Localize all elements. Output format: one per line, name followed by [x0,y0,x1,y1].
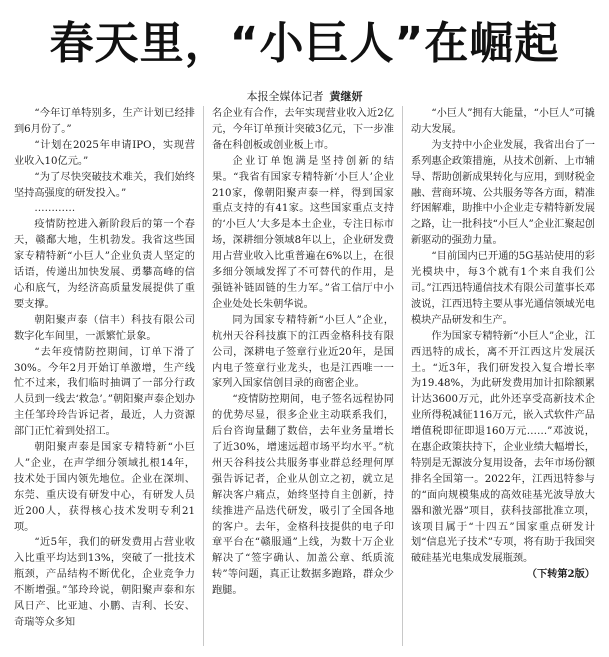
article-column-1 [14,106,195,650]
paragraph: “疫情防控期间，电子签名远程协同的优势尽显，很多企业主动联系我们，后台咨询量翻了数倍，去年业务量增长了近30%，增速远超市场平均水平。”杭州天谷科技公共服务事业群总经理何厚强告诉记者，企业从创立之初，就立足解决客户痛点，始终坚持自主创新，持续推进产品迭代研发，吸引了全国各地的客户。去年，金格科技提供的电子印章平台在“赣服通”上线，为数十万企业解决了“签字确认、加盖公章、纸质流转”等问题，真正让数据多跑路，群众少跑腿。 [212,394,394,597]
paragraph: “小巨人”拥有大能量，“小巨人”可撬动大发展。 [411,108,595,135]
paragraph: 疫情防控进入新阶段后的第一个春天，赣鄱大地，生机勃发。我省这些国家专精特新“小巨人”企业负责人坚定的话语，传递出加快发展、勇攀高峰的信心和底气，为经济高质量发展提供了重要支撑。 [14,219,195,310]
paragraph: 朝阳聚声泰（信丰）科技有限公司数字化车间里，一派繁忙景象。 [14,314,195,342]
paragraph: “目前国内已开通的5G基站使用的彩光模块中，每3个就有1个来自我们公司。”江西迅特通信技术有限公司董事长邓波说，江西迅特主要从事光通信领域光电模块产品研发和生产。 [411,251,595,326]
byline [0,88,609,104]
paragraph: 朝阳聚声泰是国家专精特新“小巨人”企业，在声学细分领域扎根14年，技术处于国内领先地位。企业在深圳、东莞、重庆设有研发中心，有研发人员近200人，获得核心技术发明专利21项。 [14,442,195,533]
paragraph: “近5年，我们的研发费用占营业收入比重平均达到13%，突破了一批技术瓶颈，产品结构不断优化，企业竞争力不断增强。”邹玲玲说，朝阳聚声泰和东风日产、比亚迪、小鹏、吉利、长安、奇瑞等众多知 [14,537,195,628]
article-column-2 [212,106,394,650]
paragraph: 名企业有合作，去年实现营业收入近2亿元，今年订单预计突破3亿元，下一步准备在科创板或创业板上市。 [212,108,394,151]
byline-prefix: 本报全媒体记者 [246,90,324,103]
paragraph: “今年订单特别多，生产计划已经排到6月份了。” [14,108,195,135]
column-divider [203,106,204,646]
paragraph: “计划在2025年申请IPO，实现营业收入10亿元。” [14,139,195,167]
paragraph: 为支持中小企业发展，我省出台了一系列惠企政策措施，从技术创新、上市辅导、帮助创新成果转化与应用，到财税金融、营商环境、公共服务等各方面，精准纾困解难，助推中小企业走专精特新发展之路，让一批科技“小巨人”企业汇聚起创新驱动的强劲力量。 [411,139,595,247]
headline: 春天里，“小巨人”在崛起 [49,18,560,69]
paragraph [411,329,595,581]
paragraph: “去年疫情防控期间，订单下滑了30%。今年2月开始订单激增，生产线忙不过来，我们临时抽调了一部分行政人员到一线去‘救急’。”朝阳聚声泰企划办主任邹玲玲告诉记者，最近，人力资源部门正忙着到处招工。 [14,346,195,438]
paragraph: ………… [34,203,76,215]
paragraph-text: 作为国家专精特新“小巨人”企业，江西迅特的成长，离不开江西这片发展沃土。“近3年，我们研发投入复合增长率为19.48%，为此研发费用加计扣除额累计达3600万元，此外还享受高新技术企业所得税减征116万元，嵌入式软件产品增值税即征即退160万元……”邓波说，在惠企政策扶持下，企业业绩大幅增长，特别是无源波分复用设备，去年市场份额排名全国第一。2022年，江西迅特参与的“面向规模集成的高效硅基光波导放大器和激光器”项目，获科技部批准立项，该项目属于“十四五”国家重点研发计划“信息光子技术”专项，将有助于我国突破硅基光电集成发展瓶颈。 [411,330,595,565]
byline-author: 黄继妍 [329,90,363,103]
continued-note: （下转第2版） [526,568,595,581]
paragraph: “为了尽快突破技术难关，我们始终坚持高强度的研发投入。” [14,171,195,199]
column-divider [402,106,403,646]
paragraph: 同为国家专精特新“小巨人”企业，杭州天谷科技旗下的江西金格科技有限公司，深耕电子签章行业近20年，是国内电子签章行业龙头，也是江西唯一一家列入国家信创目录的商密企业。 [212,314,394,390]
paragraph: 企业订单饱满是坚持创新的结果。“我省有国家专精特新‘小巨人’企业210家，像朝阳聚声泰一样，得到国家重点支持的有41家。这些国家重点支持的‘小巨人’大多是本土企业，专注日标市场，深耕细分领域8年以上，企业研发费用占营业收入比重普遍在6%以上，在很多细分领域发挥了不可替代的作用，是强链补链固链的生力军。”省工信厅中小企业处处长朱朝华说。 [212,155,394,310]
article-column-3 [411,106,595,650]
